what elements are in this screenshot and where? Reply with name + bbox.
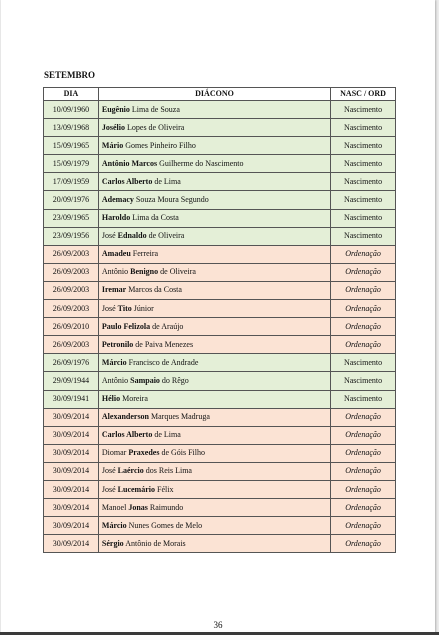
name-suffix: Júnior xyxy=(131,303,154,313)
name-suffix: Guilherme do Nascimento xyxy=(157,158,244,168)
name-highlight: Hélio xyxy=(101,394,121,404)
deacon-name-cell xyxy=(98,517,330,535)
name-suffix: de Oliveira xyxy=(146,231,185,241)
name-highlight: Josélio xyxy=(101,122,125,132)
name-highlight: Alexanderson xyxy=(101,412,150,422)
date-cell: 23/09/1965 xyxy=(44,209,99,227)
date-cell: 30/09/2014 xyxy=(44,480,99,498)
date-cell: 29/09/1944 xyxy=(44,372,99,390)
table-row xyxy=(44,517,396,535)
name-suffix: Gomes Pinheiro Filho xyxy=(123,140,196,150)
status-cell: Nascimento xyxy=(331,173,396,191)
status-cell: Ordenação xyxy=(331,499,396,517)
deacon-name-cell xyxy=(98,499,330,517)
table-row xyxy=(44,390,396,408)
name-highlight: Praxedes xyxy=(128,448,160,458)
name-prefix: Manoel xyxy=(101,502,129,512)
deacon-name-cell xyxy=(98,354,330,372)
status-cell: Nascimento xyxy=(331,119,396,137)
deacon-name-cell xyxy=(98,173,330,191)
status-cell: Nascimento xyxy=(331,372,396,390)
deacon-name-cell xyxy=(98,390,330,408)
table-row xyxy=(44,173,396,191)
table-row xyxy=(44,245,396,263)
name-highlight: Eugênio xyxy=(101,104,130,114)
name-suffix: Souza Moura Segundo xyxy=(133,195,209,205)
status-cell: Nascimento xyxy=(331,191,396,209)
status-cell: Ordenação xyxy=(331,263,396,281)
date-cell: 20/09/1976 xyxy=(44,191,99,209)
deacon-name-cell xyxy=(98,137,330,155)
date-cell: 30/09/2014 xyxy=(44,462,99,480)
date-cell: 26/09/2003 xyxy=(44,245,99,263)
name-highlight: Petronilo xyxy=(101,339,134,349)
name-suffix: Lima de Souza xyxy=(129,104,180,114)
name-suffix: Ferreira xyxy=(130,249,159,259)
name-suffix: Francisco de Andrade xyxy=(126,357,199,367)
name-suffix: de Paiva Menezes xyxy=(133,339,194,349)
table-row xyxy=(44,281,396,299)
deacon-name-cell xyxy=(98,372,330,390)
deacon-name-cell xyxy=(98,119,330,137)
status-cell: Ordenação xyxy=(331,318,396,336)
date-cell: 26/09/2010 xyxy=(44,318,99,336)
deacon-name-cell xyxy=(98,336,330,354)
deacon-name-cell xyxy=(98,318,330,336)
table-row xyxy=(44,535,396,553)
deacon-name-cell xyxy=(98,209,330,227)
name-highlight: Tito xyxy=(117,303,132,313)
name-suffix: Lopes de Oliveira xyxy=(125,122,185,132)
table-row xyxy=(44,462,396,480)
name-highlight: Márcio xyxy=(101,520,127,530)
name-highlight: Ademacy xyxy=(101,195,134,205)
table-row xyxy=(44,155,396,173)
table-row xyxy=(44,480,396,498)
name-suffix: de Lima xyxy=(152,430,181,440)
date-cell: 30/09/2014 xyxy=(44,408,99,426)
status-cell: Nascimento xyxy=(331,137,396,155)
date-cell: 23/09/1956 xyxy=(44,227,99,245)
deacon-name-cell xyxy=(98,444,330,462)
date-cell: 15/09/1965 xyxy=(44,137,99,155)
date-cell: 30/09/2014 xyxy=(44,444,99,462)
name-suffix: de Araújo xyxy=(150,321,184,331)
date-cell: 30/09/1941 xyxy=(44,390,99,408)
date-cell: 30/09/2014 xyxy=(44,517,99,535)
date-cell: 15/09/1979 xyxy=(44,155,99,173)
status-cell: Nascimento xyxy=(331,101,396,119)
name-suffix: Antônio de Morais xyxy=(123,538,186,548)
name-highlight: Carlos Alberto xyxy=(101,430,153,440)
date-cell: 30/09/2014 xyxy=(44,426,99,444)
document-page xyxy=(1,0,435,635)
date-cell: 26/09/2003 xyxy=(44,263,99,281)
name-prefix: Antônio xyxy=(101,375,131,385)
date-cell: 30/09/2014 xyxy=(44,535,99,553)
status-cell: Nascimento xyxy=(331,354,396,372)
month-heading: SETEMBRO xyxy=(44,70,96,80)
name-highlight: Márcio xyxy=(101,357,127,367)
name-highlight: Carlos Alberto xyxy=(101,176,153,186)
status-cell: Ordenação xyxy=(331,281,396,299)
date-cell: 13/09/1968 xyxy=(44,119,99,137)
deacon-name-cell xyxy=(98,245,330,263)
deacon-name-cell xyxy=(98,426,330,444)
name-suffix: Nunes Gomes de Melo xyxy=(126,520,203,530)
table-row xyxy=(44,137,396,155)
table-header-row xyxy=(44,88,396,101)
date-cell: 26/09/1976 xyxy=(44,354,99,372)
name-suffix: de Góis Filho xyxy=(159,448,205,458)
deacon-name-cell xyxy=(98,300,330,318)
column-header-status: NASC / ORD xyxy=(331,88,396,101)
table-row xyxy=(44,101,396,119)
deacon-name-cell xyxy=(98,462,330,480)
name-suffix: Marcos da Costa xyxy=(126,285,182,295)
name-suffix: Raimundo xyxy=(147,502,184,512)
date-cell: 26/09/2003 xyxy=(44,336,99,354)
status-cell: Nascimento xyxy=(331,390,396,408)
name-suffix: dos Reis Lima xyxy=(143,466,192,476)
status-cell: Nascimento xyxy=(331,209,396,227)
name-suffix: Félix xyxy=(155,484,174,494)
table-row xyxy=(44,372,396,390)
column-header-name: DIÁCONO xyxy=(98,88,330,101)
table-row xyxy=(44,318,396,336)
date-cell: 10/09/1960 xyxy=(44,101,99,119)
table-row xyxy=(44,263,396,281)
status-cell: Ordenação xyxy=(331,535,396,553)
status-cell: Ordenação xyxy=(331,408,396,426)
table-row xyxy=(44,499,396,517)
deacon-name-cell xyxy=(98,263,330,281)
name-suffix: de Lima xyxy=(152,176,181,186)
column-header-day: DIA xyxy=(44,88,99,101)
table-row xyxy=(44,354,396,372)
status-cell: Ordenação xyxy=(331,245,396,263)
name-suffix: Lima da Costa xyxy=(130,213,179,223)
table-row xyxy=(44,227,396,245)
status-cell: Ordenação xyxy=(331,462,396,480)
deacon-name-cell xyxy=(98,101,330,119)
status-cell: Ordenação xyxy=(331,444,396,462)
table-row xyxy=(44,300,396,318)
deacon-name-cell xyxy=(98,281,330,299)
status-cell: Ordenação xyxy=(331,426,396,444)
deacon-name-cell xyxy=(98,535,330,553)
status-cell: Nascimento xyxy=(331,227,396,245)
name-highlight: Lucemário xyxy=(117,484,155,494)
deacon-name-cell xyxy=(98,408,330,426)
name-suffix: Marques Madruga xyxy=(149,412,210,422)
name-highlight: Laércio xyxy=(117,466,144,476)
date-cell: 30/09/2014 xyxy=(44,499,99,517)
table-body xyxy=(44,101,396,553)
name-prefix: José xyxy=(101,484,118,494)
name-highlight: Jonas xyxy=(128,502,148,512)
name-highlight: Sampaio xyxy=(130,375,160,385)
name-highlight: Amadeu xyxy=(101,249,131,259)
name-highlight: Mário xyxy=(101,140,124,150)
deacon-name-cell xyxy=(98,227,330,245)
name-highlight: Ednaldo xyxy=(117,231,147,241)
name-prefix: José xyxy=(101,303,118,313)
name-prefix: Antônio xyxy=(101,267,131,277)
status-cell: Ordenação xyxy=(331,517,396,535)
name-prefix: Diomar xyxy=(101,448,129,458)
name-highlight: Haroldo xyxy=(101,213,131,223)
deacon-name-cell xyxy=(98,155,330,173)
name-suffix: do Rêgo xyxy=(159,375,189,385)
deacon-name-cell xyxy=(98,191,330,209)
deacon-table xyxy=(43,87,396,553)
status-cell: Ordenação xyxy=(331,300,396,318)
table-row xyxy=(44,444,396,462)
name-highlight: Iremar xyxy=(101,285,127,295)
table-row xyxy=(44,209,396,227)
table-row xyxy=(44,336,396,354)
name-suffix: Moreira xyxy=(120,394,148,404)
name-suffix: de Oliveira xyxy=(158,267,196,277)
name-highlight: Sérgio xyxy=(101,538,124,548)
date-cell: 26/09/2003 xyxy=(44,300,99,318)
table-row xyxy=(44,426,396,444)
date-cell: 17/09/1959 xyxy=(44,173,99,191)
name-highlight: Antônio Marcos xyxy=(101,158,158,168)
table-row xyxy=(44,119,396,137)
status-cell: Ordenação xyxy=(331,480,396,498)
name-highlight: Benigno xyxy=(130,267,159,277)
table-row xyxy=(44,191,396,209)
deacon-name-cell xyxy=(98,480,330,498)
table-row xyxy=(44,408,396,426)
status-cell: Ordenação xyxy=(331,336,396,354)
name-prefix: José xyxy=(101,466,118,476)
page-number: 36 xyxy=(213,620,223,630)
status-cell: Nascimento xyxy=(331,155,396,173)
name-prefix: José xyxy=(101,231,118,241)
name-highlight: Paulo Felizola xyxy=(101,321,151,331)
date-cell: 26/09/2003 xyxy=(44,281,99,299)
